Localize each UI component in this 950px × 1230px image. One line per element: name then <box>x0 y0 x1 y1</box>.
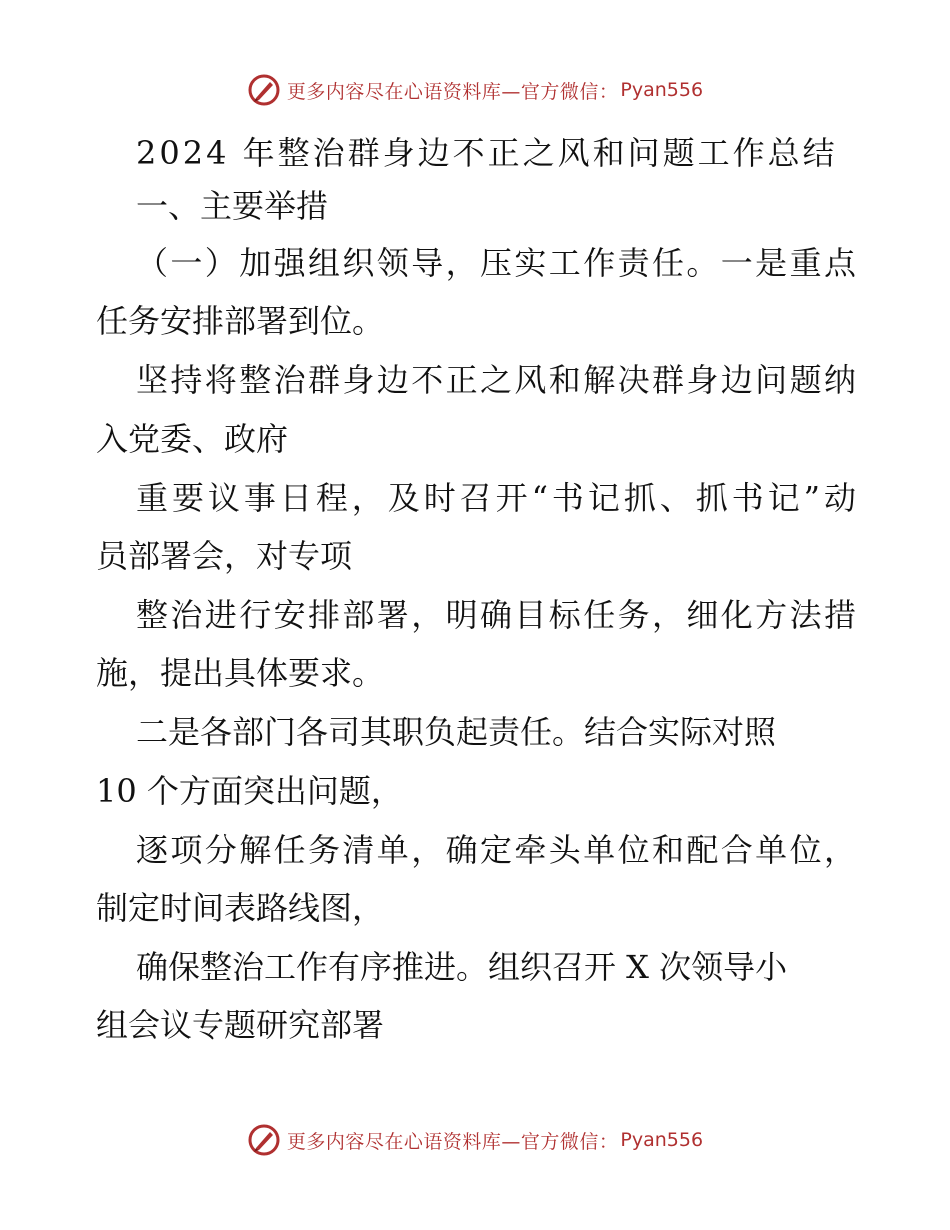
paragraph-line: 逐项分解任务清单，确定牵头单位和配合单位， <box>136 831 856 869</box>
header-watermark <box>0 70 950 110</box>
watermark-text: 更多内容尽在心语资料库—官方微信： <box>286 80 619 103</box>
paragraph-line: （一）加强组织领导，压实工作责任。一是重点 <box>136 244 856 282</box>
paragraph-line: 整治进行安排部署，明确目标任务，细化方法措 <box>136 596 856 634</box>
paragraph-line: 制定时间表路线图， <box>96 889 385 927</box>
section-heading: 一、主要举措 <box>136 187 329 225</box>
watermark-text: 更多内容尽在心语资料库—官方微信： <box>286 1130 619 1153</box>
pen-logo-icon <box>247 73 281 107</box>
paragraph-line: 施，提出具体要求。 <box>96 654 385 692</box>
document-title: 2024 年整治群身边不正之风和问题工作总结 <box>136 134 838 172</box>
paragraph-line: 任务安排部署到位。 <box>96 302 385 340</box>
paragraph-line: 二是各部门各司其职负起责任。结合实际对照 <box>136 713 777 751</box>
paragraph-line: 确保整治工作有序推进。组织召开 X 次领导小 <box>136 948 788 986</box>
pen-logo-icon <box>247 1123 281 1157</box>
paragraph-line: 入党委、政府 <box>96 420 289 458</box>
paragraph-line: 组会议专题研究部署 <box>96 1006 385 1044</box>
paragraph-line: 坚持将整治群身边不正之风和解决群身边问题纳 <box>136 361 856 399</box>
paragraph-line: 员部署会，对专项 <box>96 537 353 575</box>
paragraph-line: 10 个方面突出问题， <box>96 772 403 810</box>
footer-watermark <box>0 1120 950 1160</box>
watermark-contact: Pyan556 <box>620 79 704 101</box>
paragraph-line: 重要议事日程，及时召开“书记抓、抓书记”动 <box>136 479 856 517</box>
watermark-contact: Pyan556 <box>620 1129 704 1151</box>
